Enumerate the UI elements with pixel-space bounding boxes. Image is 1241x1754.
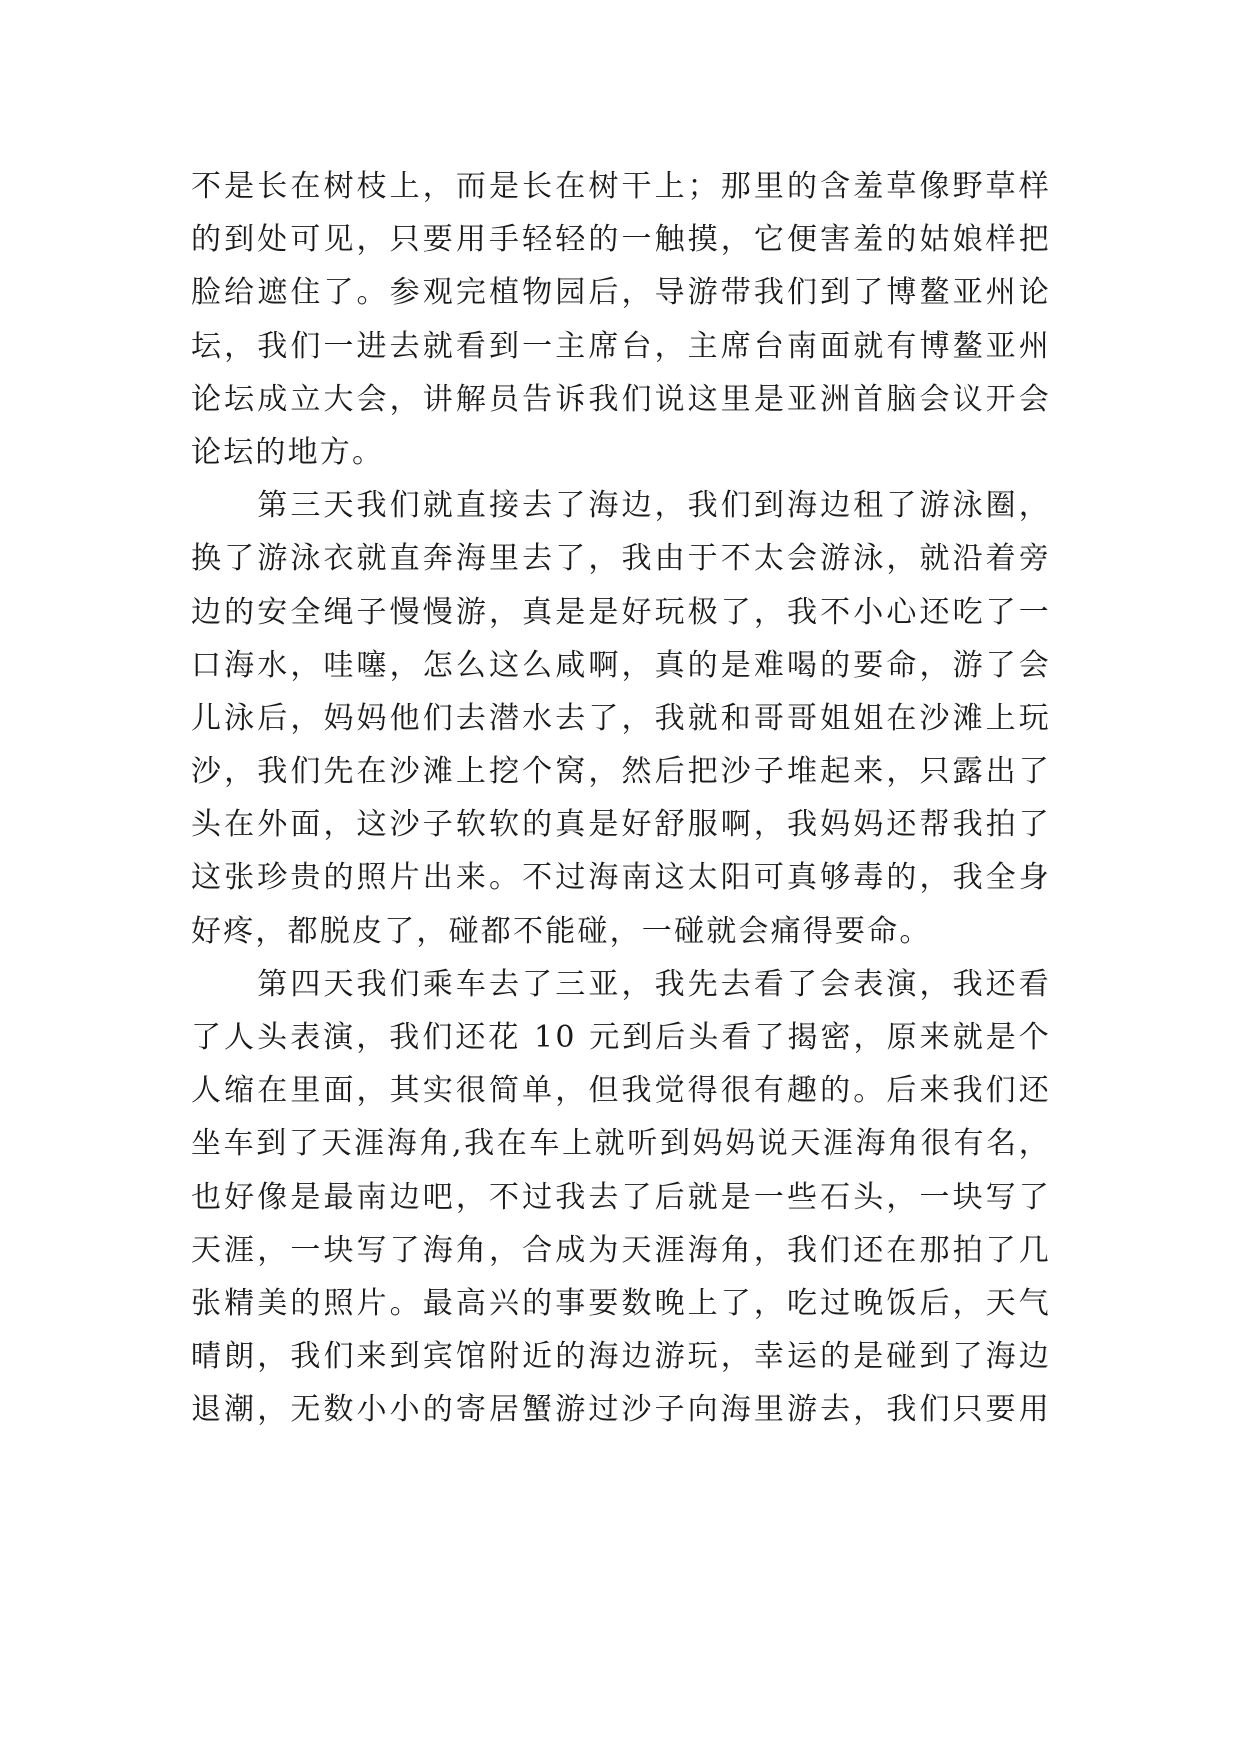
text-line: 坐车到了天涯海角,我在车上就听到妈妈说天涯海角很有名， (191, 1126, 1051, 1162)
text-line: 脸给遮住了。参观完植物园后，导游带我们到了博鳌亚州论 (191, 275, 1051, 311)
text-line: 第三天我们就直接去了海边，我们到海边租了游泳圈， (191, 488, 1051, 524)
text-line: 张精美的照片。最高兴的事要数晚上了，吃过晚饭后，天气 (191, 1285, 1051, 1321)
text-line: 了人头表演，我们还花 10 元到后头看了揭密，原来就是个 (191, 1020, 1051, 1055)
text-line: 不是长在树枝上，而是长在树干上；那里的含羞草像野草样 (191, 169, 1051, 204)
text-line: 好疼，都脱皮了，碰都不能碰，一碰就会痛得要命。 (191, 913, 932, 949)
text-line: 论坛成立大会，讲解员告诉我们说这里是亚洲首脑会议开会 (191, 381, 1051, 417)
text-line: 沙，我们先在沙滩上挖个窝，然后把沙子堆起来，只露出了 (191, 754, 1051, 790)
text-line: 的到处可见，只要用手轻轻的一触摸，它便害羞的姑娘样把 (191, 222, 1051, 258)
text-line: 坛，我们一进去就看到一主席台，主席台南面就有博鳌亚州 (191, 328, 1051, 364)
text-line: 退潮，无数小小的寄居蟹游过沙子向海里游去，我们只要用 (191, 1392, 1051, 1428)
body-text (191, 160, 1051, 1437)
text-line: 儿泳后，妈妈他们去潜水去了，我就和哥哥姐姐在沙滩上玩 (191, 700, 1051, 736)
text-line: 论坛的地方。 (191, 434, 385, 470)
text-line: 这张珍贵的照片出来。不过海南这太阳可真够毒的，我全身 (191, 860, 1051, 896)
text-line: 天涯，一块写了海角，合成为天涯海角，我们还在那拍了几 (191, 1232, 1051, 1268)
text-line: 也好像是最南边吧，不过我去了后就是一些石头，一块写了 (191, 1179, 1051, 1215)
text-line: 换了游泳衣就直奔海里去了，我由于不太会游泳，就沿着旁 (191, 541, 1051, 577)
text-line: 第四天我们乘车去了三亚，我先去看了会表演，我还看 (191, 966, 1051, 1002)
text-line: 边的安全绳子慢慢游，真是是好玩极了，我不小心还吃了一 (191, 594, 1051, 630)
text-line: 口海水，哇噻，怎么这么咸啊，真的是难喝的要命，游了会 (191, 647, 1051, 683)
text-line: 头在外面，这沙子软软的真是好舒服啊，我妈妈还帮我拍了 (191, 807, 1051, 843)
text-line: 人缩在里面，其实很简单，但我觉得很有趣的。后来我们还 (191, 1073, 1051, 1109)
text-line: 晴朗，我们来到宾馆附近的海边游玩，幸运的是碰到了海边 (191, 1339, 1051, 1375)
